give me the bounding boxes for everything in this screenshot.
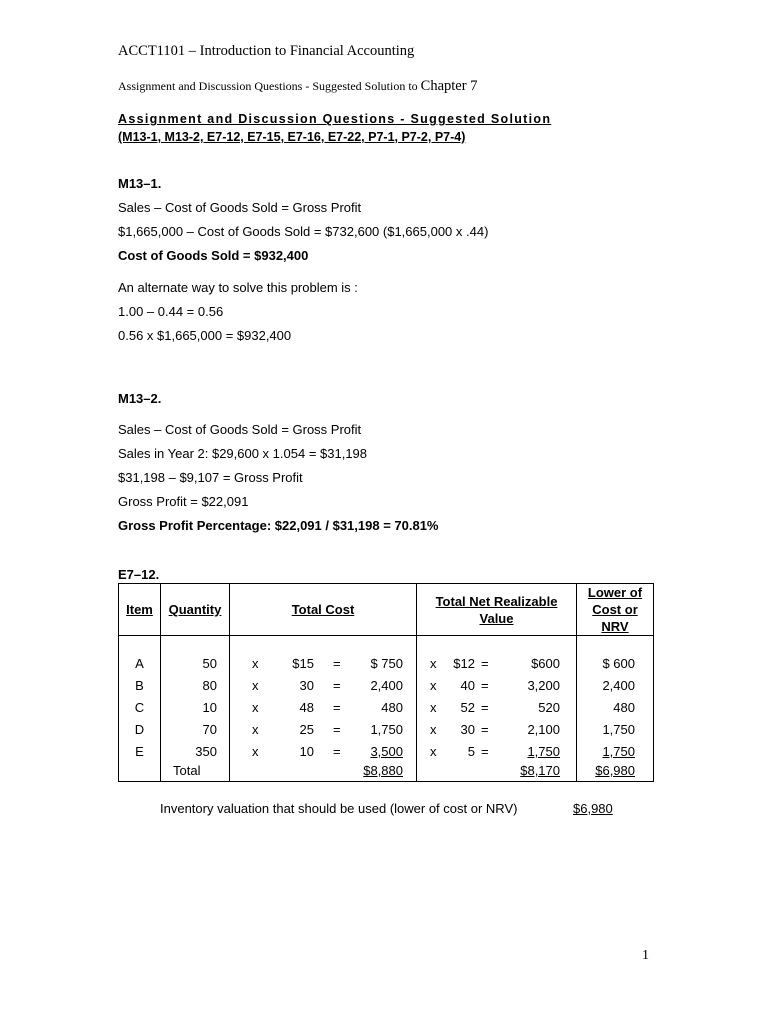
multiply-sign: x: [430, 678, 437, 693]
equals-sign: =: [481, 744, 489, 759]
item-cell: B: [135, 678, 144, 693]
equals-sign: =: [333, 744, 341, 759]
equals-sign: =: [333, 700, 341, 715]
m13-1-heading: M13–1.: [118, 176, 162, 191]
e7-12-heading: E7–12.: [118, 567, 160, 582]
unit-cost-cell: 25: [299, 722, 314, 737]
m13-1-alt-intro: An alternate way to solve this problem is :: [118, 280, 358, 295]
total-cost-cell: $ 750: [370, 656, 403, 671]
title-line-1: Assignment and Discussion Questions - Suggested Solution: [118, 112, 552, 126]
unit-cost-cell: 48: [299, 700, 314, 715]
equals-sign: =: [481, 722, 489, 737]
table-body-row: [119, 636, 654, 782]
item-cell: A: [135, 656, 144, 671]
multiply-sign: x: [430, 700, 437, 715]
total-cost-cell: 2,400: [370, 678, 403, 693]
total-nrv-sum: $8,170: [520, 763, 560, 778]
quantity-cell: 10: [202, 700, 217, 715]
m13-1-alt-1: 1.00 – 0.44 = 0.56: [118, 304, 224, 319]
table-header-row: [119, 584, 654, 636]
total-nrv-cell: 3,200: [527, 678, 560, 693]
quantity-cell: 80: [202, 678, 217, 693]
header-total-cost: Total Cost: [230, 584, 417, 636]
multiply-sign: x: [430, 722, 437, 737]
item-cell: D: [134, 722, 145, 737]
inventory-table: [118, 583, 654, 782]
valuation-note-value: $6,980: [573, 801, 613, 816]
col-total-nrv: [417, 636, 577, 782]
page-number: 1: [642, 948, 649, 963]
quantity-cell: 50: [202, 656, 217, 671]
lower-value-cell: 2,400: [602, 678, 635, 693]
total-nrv-cell: $600: [531, 656, 560, 671]
course-header: ACCT1101 – Introduction to Financial Accounting: [118, 43, 415, 59]
multiply-sign: x: [430, 744, 437, 759]
header-lower: [577, 584, 654, 636]
equals-sign: =: [333, 678, 341, 693]
multiply-sign: x: [252, 656, 259, 671]
col-total-cost: [230, 636, 417, 782]
m13-1-result: Cost of Goods Sold = $932,400: [118, 248, 309, 263]
total-nrv-cell: 520: [538, 700, 560, 715]
equals-sign: =: [481, 700, 489, 715]
valuation-note: Inventory valuation that should be used (lower of cost or NRV): [160, 801, 518, 816]
multiply-sign: x: [430, 656, 437, 671]
chapter-subtitle: [118, 78, 477, 95]
m13-2-line-3: $31,198 – $9,107 = Gross Profit: [118, 470, 303, 485]
lower-value-cell: $ 600: [602, 656, 635, 671]
total-nrv-cell: 2,100: [527, 722, 560, 737]
subtitle-small: Assignment and Discussion Questions - Suggested Solution to: [118, 79, 418, 93]
header-lower-line-3: NRV: [601, 619, 629, 634]
document-title: [118, 110, 551, 146]
unit-nrv-cell: 52: [460, 700, 475, 715]
lower-value-cell: 1,750: [602, 744, 635, 759]
multiply-sign: x: [252, 722, 259, 737]
unit-nrv-cell: 30: [460, 722, 475, 737]
equals-sign: =: [333, 656, 341, 671]
m13-1-line-2: $1,665,000 – Cost of Goods Sold = $732,600 ($1,665,000 x .44): [118, 224, 489, 239]
header-nrv-line-1: Total Net Realizable: [435, 593, 558, 609]
quantity-cell: 70: [202, 722, 217, 737]
unit-cost-cell: 30: [299, 678, 314, 693]
lower-value-cell: 480: [613, 700, 635, 715]
m13-2-line-1: Sales – Cost of Goods Sold = Gross Profit: [118, 422, 362, 437]
lower-value-cell: 1,750: [602, 722, 635, 737]
m13-2-result: Gross Profit Percentage: $22,091 / $31,198 = 70.81%: [118, 518, 439, 533]
m13-1-line-1: Sales – Cost of Goods Sold = Gross Profit: [118, 200, 362, 215]
equals-sign: =: [481, 678, 489, 693]
header-nrv-line-2: Value: [479, 610, 514, 626]
header-lower-line-1: Lower of: [587, 585, 643, 600]
title-line-2: (M13-1, M13-2, E7-12, E7-15, E7-16, E7-22, P7-1, P7-2, P7-4): [118, 130, 466, 144]
header-total-nrv: [417, 584, 577, 636]
m13-2-line-4: Gross Profit = $22,091: [118, 494, 249, 509]
item-cell: E: [135, 744, 144, 759]
multiply-sign: x: [252, 678, 259, 693]
total-cost-sum: $8,880: [363, 763, 403, 778]
multiply-sign: x: [252, 700, 259, 715]
total-cost-cell: 480: [381, 700, 403, 715]
total-label: Total: [173, 763, 201, 778]
unit-cost-cell: 10: [299, 744, 314, 759]
subtitle-chapter: Chapter 7: [420, 78, 478, 94]
item-cell: C: [134, 700, 145, 715]
unit-nrv-cell: $12: [453, 656, 475, 671]
total-lower-sum: $6,980: [595, 763, 635, 778]
col-quantity: [161, 636, 230, 782]
m13-1-alt-2: 0.56 x $1,665,000 = $932,400: [118, 328, 292, 343]
equals-sign: =: [481, 656, 489, 671]
m13-2-heading: M13–2.: [118, 391, 162, 406]
total-nrv-cell: 1,750: [527, 744, 560, 759]
col-item: [119, 636, 161, 782]
col-lower: [577, 636, 654, 782]
unit-nrv-cell: 40: [460, 678, 475, 693]
unit-nrv-cell: 5: [467, 744, 475, 759]
header-item: Item: [119, 584, 161, 636]
equals-sign: =: [333, 722, 341, 737]
quantity-cell: 350: [195, 744, 217, 759]
total-cost-cell: 1,750: [370, 722, 403, 737]
header-lower-line-2: Cost or: [592, 602, 638, 617]
m13-2-line-2: Sales in Year 2: $29,600 x 1.054 = $31,198: [118, 446, 368, 461]
multiply-sign: x: [252, 744, 259, 759]
total-cost-cell: 3,500: [370, 744, 403, 759]
unit-cost-cell: $15: [292, 656, 314, 671]
header-quantity: Quantity: [161, 584, 230, 636]
